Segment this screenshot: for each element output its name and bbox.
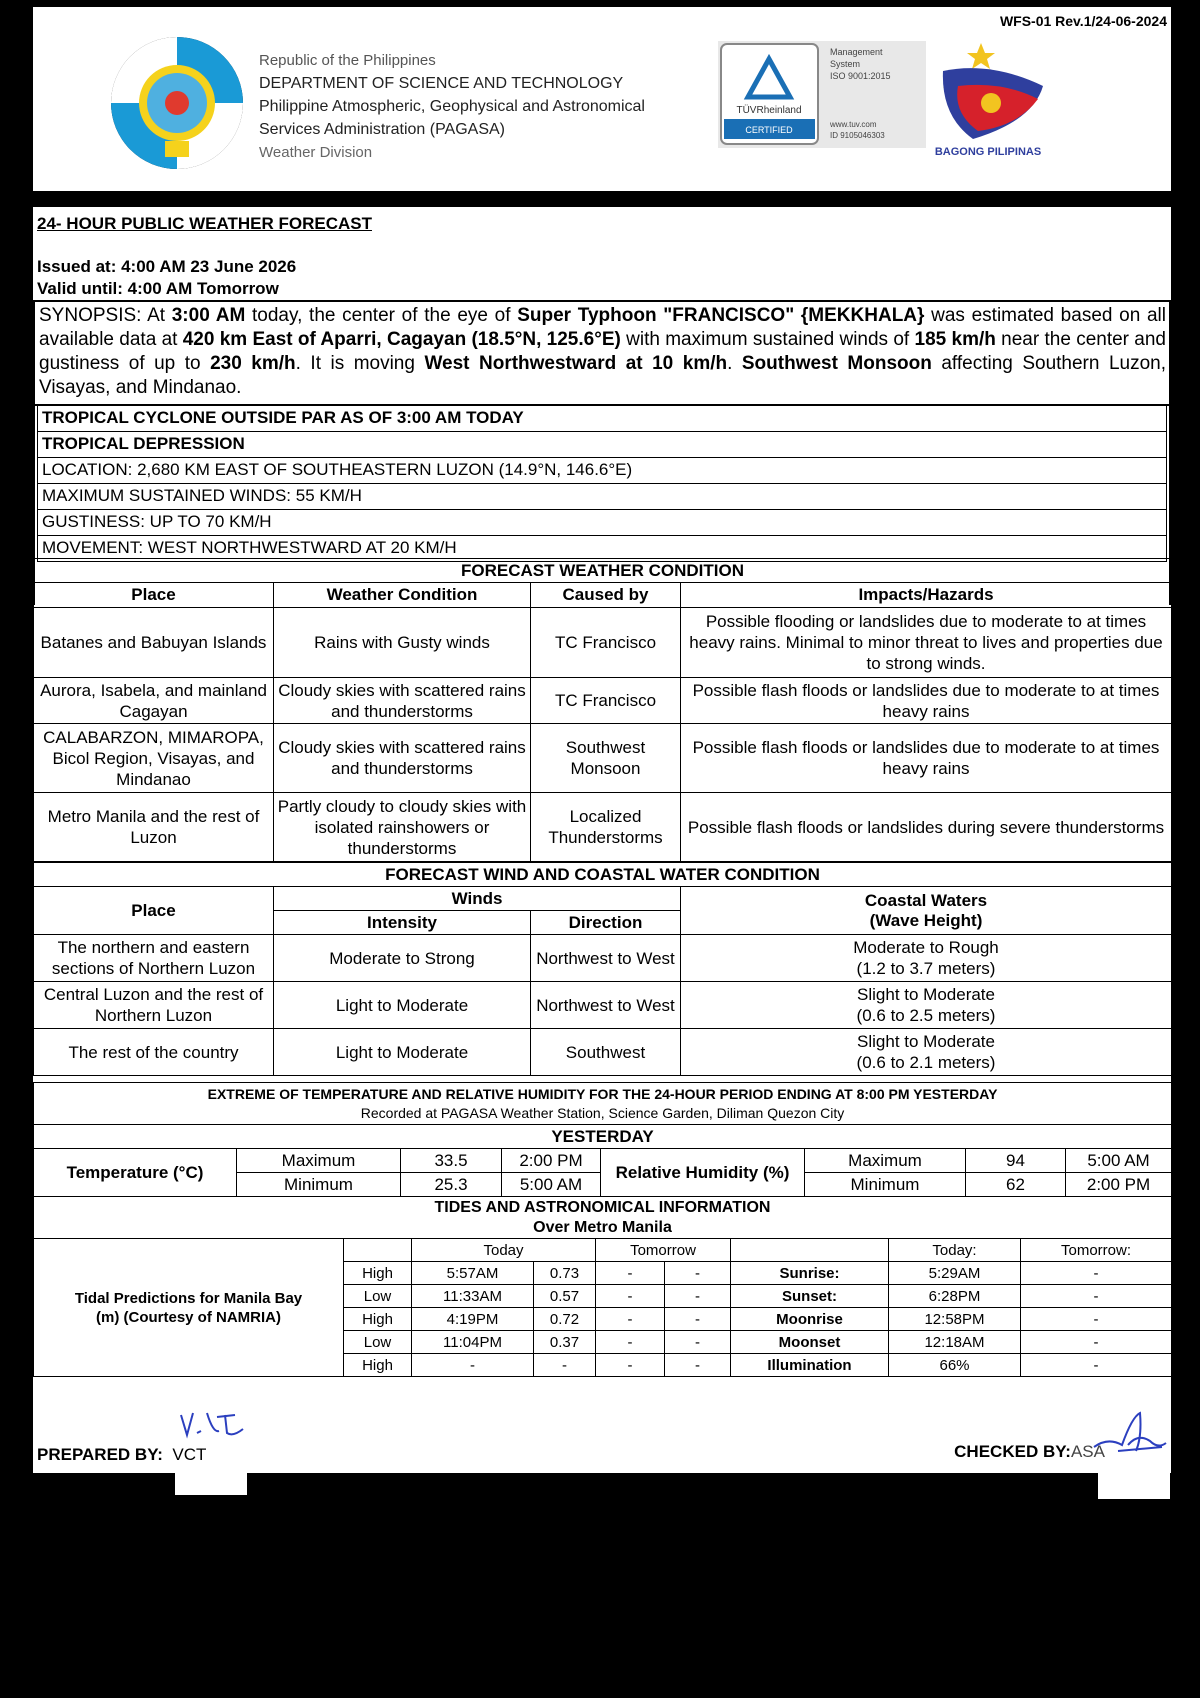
- wind-coastal-table: [33, 862, 1172, 1076]
- agency-line-3: Philippine Atmospheric, Geophysical and Astronomical: [259, 98, 645, 115]
- col-caused-by: Caused by: [531, 583, 681, 608]
- col-place: Place: [34, 583, 274, 608]
- agency-line-5: Weather Division: [259, 144, 373, 161]
- cell-weather: Rains with Gusty winds: [274, 608, 531, 678]
- table-row: [34, 793, 1172, 862]
- cell-direction: Northwest to West: [531, 935, 681, 982]
- temp-min-value: 25.3: [401, 1173, 502, 1197]
- document-title: 24- HOUR PUBLIC WEATHER FORECAST: [37, 214, 372, 233]
- wind-heading: FORECAST WIND AND COASTAL WATER CONDITION: [34, 863, 1172, 887]
- col-winds: Winds: [274, 887, 681, 911]
- rh-max-value: 94: [966, 1149, 1066, 1173]
- cell-direction: Northwest to West: [531, 982, 681, 1029]
- cell-direction: Southwest: [531, 1029, 681, 1076]
- tc-winds: MAXIMUM SUSTAINED WINDS: 55 KM/H: [37, 484, 1167, 510]
- pagasa-seal-logo: [109, 35, 245, 171]
- svg-text:BAGONG PILIPINAS: BAGONG PILIPINAS: [934, 146, 1042, 158]
- issue-info: [37, 256, 296, 300]
- rh-max-label: Maximum: [805, 1149, 966, 1173]
- cell-weather: Cloudy skies with scattered rains and thunderstorms: [274, 678, 531, 724]
- temp-max-value: 33.5: [401, 1149, 502, 1173]
- col-impacts: Impacts/Hazards: [681, 583, 1172, 608]
- svg-text:CERTIFIED: CERTIFIED: [745, 125, 793, 135]
- cell-intensity: Moderate to Strong: [274, 935, 531, 982]
- tides-table: [33, 1196, 1172, 1377]
- astro-tomorrow-header: Tomorrow:: [1021, 1239, 1172, 1262]
- tidal-label: Tidal Predictions for Manila Bay (m) (Courtesy of NAMRIA): [34, 1239, 344, 1377]
- letterhead: [33, 7, 1171, 191]
- checked-name: ASA: [1070, 1442, 1105, 1461]
- prepared-name: VCT: [172, 1445, 207, 1464]
- prepared-by: PREPARED BY: VCT: [37, 1445, 207, 1464]
- svg-text:Management: Management: [830, 47, 883, 57]
- col-intensity: Intensity: [274, 911, 531, 935]
- rh-min-time: 2:00 PM: [1066, 1173, 1172, 1197]
- rh-min-label: Minimum: [805, 1173, 966, 1197]
- extremes-heading-cell: [34, 1083, 1172, 1125]
- cell-coastal: Moderate to Rough (1.2 to 3.7 meters): [681, 935, 1172, 982]
- humidity-label: Relative Humidity (%): [601, 1149, 805, 1197]
- forecast-weather-heading: FORECAST WEATHER CONDITION: [34, 559, 1172, 583]
- cell-place: CALABARZON, MIMAROPA, Bicol Region, Visayas, and Mindanao: [34, 724, 274, 793]
- svg-text:TÜVRheinland: TÜVRheinland: [736, 105, 802, 116]
- cell-cause: Southwest Monsoon: [531, 724, 681, 793]
- col-place: Place: [34, 887, 274, 935]
- table-row: [34, 678, 1172, 724]
- cell-impact: Possible flooding or landslides due to moderate to at times heavy rains. Minimal to minor threat to lives and properties due to strong winds.: [681, 608, 1172, 678]
- temp-max-time: 2:00 PM: [502, 1149, 601, 1173]
- temp-min-time: 5:00 AM: [502, 1173, 601, 1197]
- cell-place: The northern and eastern sections of Northern Luzon: [34, 935, 274, 982]
- tides-heading-cell: [34, 1197, 1172, 1239]
- forecast-document: [33, 207, 1171, 1473]
- yesterday-heading: YESTERDAY: [34, 1125, 1172, 1149]
- col-weather-condition: Weather Condition: [274, 583, 531, 608]
- cell-place: Batanes and Babuyan Islands: [34, 608, 274, 678]
- prepared-signature: [173, 1407, 253, 1447]
- synopsis-text: SYNOPSIS: At 3:00 AM today, the center of the eye of Super Typhoon "FRANCISCO" {MEKKHALA} was estimated based on all available data at 420 km East of Aparri, Cagayan (18.5°N, 125.6°E) with maximum sustained winds of 185 km/h near the center and gustiness of up to 230 km/h. It is moving West Northwestward at 10 km/h. Southwest Monsoon affecting Southern Luzon, Visayas, and Mindanao.: [35, 302, 1169, 406]
- svg-text:System: System: [830, 59, 861, 69]
- valid-until: Valid until: 4:00 AM Tomorrow: [37, 279, 279, 298]
- agency-line-2: DEPARTMENT OF SCIENCE AND TECHNOLOGY: [259, 75, 624, 92]
- table-row: [34, 1029, 1172, 1076]
- cell-weather: Partly cloudy to cloudy skies with isolated rainshowers or thunderstorms: [274, 793, 531, 862]
- cell-place: Central Luzon and the rest of Northern Luzon: [34, 982, 274, 1029]
- rh-min-value: 62: [966, 1173, 1066, 1197]
- table-row: [34, 935, 1172, 982]
- cell-coastal: Slight to Moderate (0.6 to 2.5 meters): [681, 982, 1172, 1029]
- cell-impact: Possible flash floods or landslides due to moderate to at times heavy rains: [681, 678, 1172, 724]
- table-row: Low 11:04PM 0.37 - - Moonset 12:18AM -: [34, 1331, 1172, 1354]
- temp-max-label: Maximum: [237, 1149, 401, 1173]
- temp-min-label: Minimum: [237, 1173, 401, 1197]
- svg-text:ID 9105046303: ID 9105046303: [830, 131, 885, 140]
- tc-outside-heading: TROPICAL CYCLONE OUTSIDE PAR AS OF 3:00 AM TODAY: [37, 406, 1167, 432]
- cell-coastal: Slight to Moderate (0.6 to 2.1 meters): [681, 1029, 1172, 1076]
- tide-tomorrow-header: Tomorrow: [596, 1239, 731, 1262]
- table-row: [34, 982, 1172, 1029]
- tides-heading: TIDES AND ASTRONOMICAL INFORMATION: [434, 1198, 771, 1216]
- cell-intensity: Light to Moderate: [274, 982, 531, 1029]
- tc-location: LOCATION: 2,680 KM EAST OF SOUTHEASTERN LUZON (14.9°N, 146.6°E): [37, 458, 1167, 484]
- table-row: High - - - - Illumination 66% -: [34, 1354, 1172, 1377]
- extremes-heading: EXTREME OF TEMPERATURE AND RELATIVE HUMIDITY FOR THE 24-HOUR PERIOD ENDING AT 8:00 PM YESTERDAY: [207, 1086, 998, 1102]
- rh-max-time: 5:00 AM: [1066, 1149, 1172, 1173]
- form-code: WFS-01 Rev.1/24-06-2024: [999, 13, 1167, 29]
- table-row: High 5:57AM 0.73 - - Sunrise: 5:29AM -: [34, 1262, 1172, 1285]
- cell-impact: Possible flash floods or landslides due to moderate to at times heavy rains: [681, 724, 1172, 793]
- forecast-weather-table: [33, 558, 1172, 862]
- issued-at: Issued at: 4:00 AM 23 June 2026: [37, 257, 297, 276]
- astro-today-header: Today:: [889, 1239, 1021, 1262]
- tc-category: TROPICAL DEPRESSION: [37, 432, 1167, 458]
- svg-text:ISO 9001:2015: ISO 9001:2015: [830, 71, 891, 81]
- tuv-iso-certification-logo: [718, 41, 926, 148]
- tides-sub: Over Metro Manila: [533, 1218, 672, 1236]
- tc-gustiness: GUSTINESS: UP TO 70 KM/H: [37, 510, 1167, 536]
- checked-by: CHECKED BY:ASA: [954, 1442, 1105, 1461]
- svg-text:www.tuv.com: www.tuv.com: [830, 120, 877, 129]
- tide-today-header: Today: [412, 1239, 596, 1262]
- cell-place: The rest of the country: [34, 1029, 274, 1076]
- agency-name: [259, 49, 645, 164]
- table-row: Low 11:33AM 0.57 - - Sunset: 6:28PM -: [34, 1285, 1172, 1308]
- table-row: [34, 608, 1172, 678]
- cell-cause: TC Francisco: [531, 608, 681, 678]
- cell-place: Metro Manila and the rest of Luzon: [34, 793, 274, 862]
- blank-patch: [1098, 1473, 1170, 1499]
- extremes-sub: Recorded at PAGASA Weather Station, Science Garden, Diliman Quezon City: [360, 1105, 845, 1121]
- cell-place: Aurora, Isabela, and mainland Cagayan: [34, 678, 274, 724]
- col-coastal-waters: Coastal Waters (Wave Height): [681, 887, 1172, 935]
- extremes-table: [33, 1082, 1172, 1197]
- cell-intensity: Light to Moderate: [274, 1029, 531, 1076]
- cell-cause: TC Francisco: [531, 678, 681, 724]
- cell-cause: Localized Thunderstorms: [531, 793, 681, 862]
- agency-line-1: Republic of the Philippines: [259, 52, 436, 69]
- col-direction: Direction: [531, 911, 681, 935]
- cell-weather: Cloudy skies with scattered rains and thunderstorms: [274, 724, 531, 793]
- temperature-label: Temperature (°C): [34, 1149, 237, 1197]
- table-row: High 4:19PM 0.72 - - Moonrise 12:58PM -: [34, 1308, 1172, 1331]
- agency-line-4: Services Administration (PAGASA): [259, 121, 506, 138]
- table-row: [34, 724, 1172, 793]
- cell-impact: Possible flash floods or landslides during severe thunderstorms: [681, 793, 1172, 862]
- bagong-pilipinas-logo: [933, 31, 1093, 161]
- tc-movement: MOVEMENT: WEST NORTHWESTWARD AT 20 KM/H: [37, 536, 1167, 562]
- blank-patch: [175, 1473, 247, 1495]
